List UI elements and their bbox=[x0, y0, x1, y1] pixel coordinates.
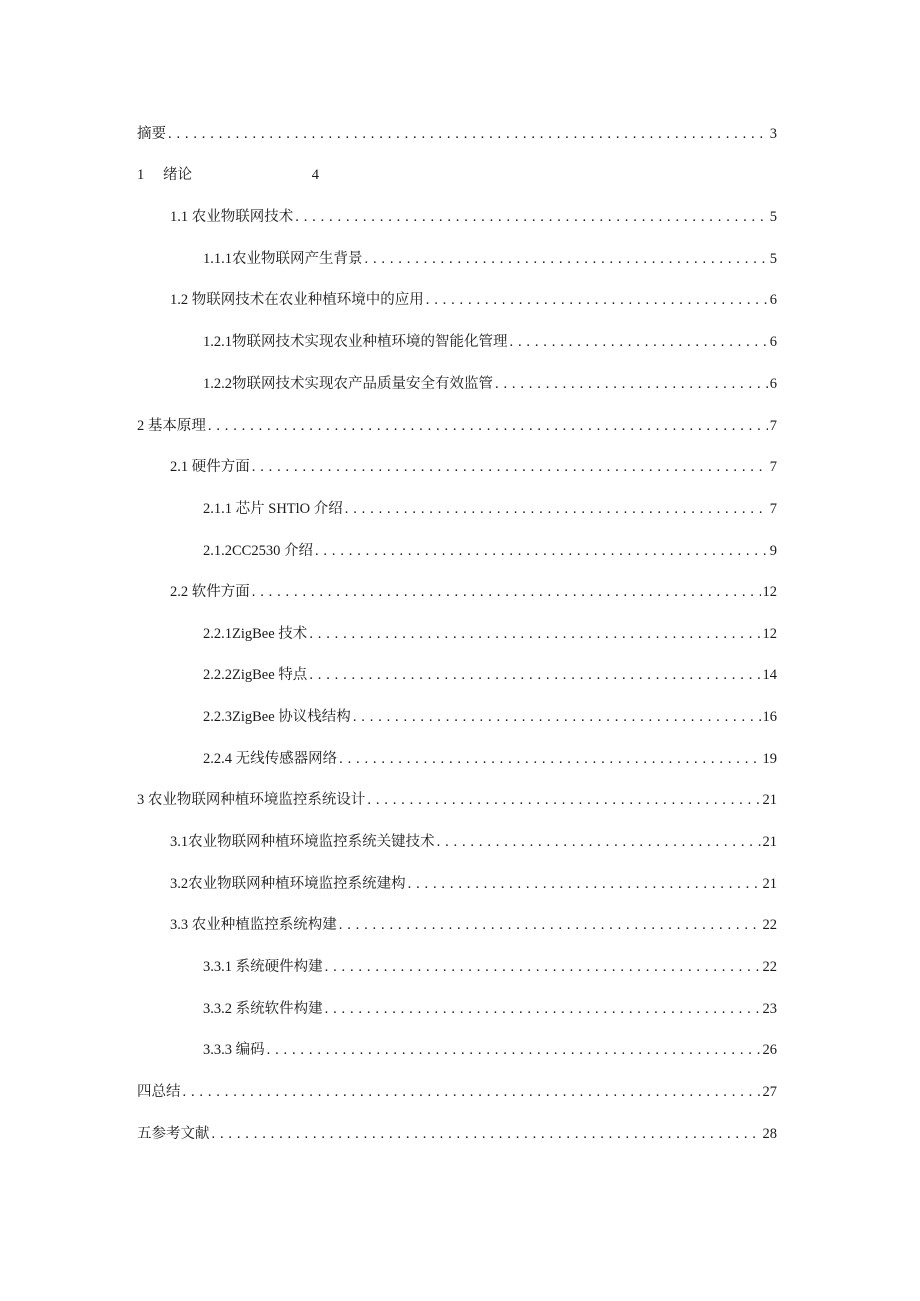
toc-entry-title: 1 农业物联网技术 bbox=[180, 209, 294, 225]
toc-entry-2-1-1[interactable] bbox=[203, 499, 777, 519]
toc-dot-leader bbox=[367, 790, 760, 810]
toc-dot-leader bbox=[339, 915, 761, 935]
toc-page-number: 14 bbox=[762, 667, 777, 683]
toc-dot-leader bbox=[345, 499, 768, 519]
toc-entry-number: 1.1.1 bbox=[203, 251, 232, 267]
toc-entry-number: 1.2.1 bbox=[203, 334, 232, 350]
toc-entry-title: 1.2 物联网技术在农业种植环境中的应用 bbox=[170, 292, 424, 308]
toc-entry-1-1[interactable] bbox=[170, 207, 777, 227]
toc-dot-leader bbox=[208, 416, 768, 436]
toc-entry-title: 2.2.2ZigBee 特点 bbox=[203, 667, 308, 683]
toc-entry-chapter-3[interactable] bbox=[137, 790, 777, 810]
toc-entry-2-2-1[interactable] bbox=[203, 624, 777, 644]
toc-page-number: 5 bbox=[769, 209, 777, 225]
toc-dot-leader bbox=[365, 249, 768, 269]
toc-entry-title: 2.2 软件方面 bbox=[170, 584, 250, 600]
toc-page-number: 7 bbox=[769, 418, 777, 434]
toc-entry-introduction[interactable] bbox=[137, 165, 327, 185]
toc-entry-title: 2.2.3ZigBee 协议栈结构 bbox=[203, 709, 351, 725]
toc-dot-leader bbox=[212, 1124, 761, 1144]
toc-entry-title: 物联网技术实现农业种植环境的智能化管理 bbox=[232, 334, 508, 350]
toc-entry-title: 3.3 农业种植监控系统构建 bbox=[170, 917, 337, 933]
toc-entry-title: 3 农业物联网种植环境监控系统设计 bbox=[137, 792, 366, 808]
toc-page-number: 26 bbox=[762, 1042, 777, 1058]
toc-page-number: 5 bbox=[769, 251, 777, 267]
toc-entry-title: 1 硬件方面 bbox=[180, 459, 250, 475]
toc-entry-number: 3.2 bbox=[170, 876, 189, 892]
toc-entry-title: 绪论 bbox=[163, 167, 192, 183]
toc-entry-1-2[interactable] bbox=[170, 290, 777, 310]
toc-dot-leader bbox=[510, 332, 768, 352]
toc-entry-number: 1. bbox=[170, 209, 181, 225]
toc-entry-number: 1 bbox=[137, 167, 145, 183]
toc-entry-3-3-1[interactable] bbox=[203, 957, 777, 977]
toc-entry-1-1-1[interactable] bbox=[203, 249, 777, 269]
toc-dot-leader bbox=[315, 541, 768, 561]
toc-dot-leader bbox=[183, 1082, 761, 1102]
toc-dot-leader bbox=[325, 999, 761, 1019]
toc-entry-2-2-2[interactable] bbox=[203, 665, 777, 685]
toc-entry-2-1-2[interactable] bbox=[203, 541, 777, 561]
toc-page-number: 27 bbox=[762, 1084, 777, 1100]
toc-dot-leader bbox=[309, 624, 760, 644]
toc-page-number: 4 bbox=[311, 167, 319, 183]
toc-page-number: 22 bbox=[762, 959, 777, 975]
toc-page-number: 6 bbox=[769, 376, 777, 392]
toc-entry-title: 农业物联网种植环境监控系统关键技术 bbox=[188, 834, 435, 850]
toc-entry-title: 农业物联网产生背景 bbox=[232, 251, 363, 267]
toc-page-number: 21 bbox=[762, 834, 777, 850]
toc-entry-references[interactable] bbox=[137, 1124, 777, 1144]
toc-entry-number: 3.1 bbox=[170, 834, 189, 850]
toc-dot-leader bbox=[309, 665, 760, 685]
toc-entry-title: 2.2.1ZigBee 技术 bbox=[203, 626, 308, 642]
toc-entry-title: 五参考文献 bbox=[137, 1126, 210, 1142]
toc-entry-2-2-4[interactable] bbox=[203, 749, 777, 769]
toc-entry-title: 2.2.4 无线传感器网络 bbox=[203, 751, 338, 767]
toc-entry-2-2-3[interactable] bbox=[203, 707, 777, 727]
toc-dot-leader bbox=[353, 707, 761, 727]
toc-entry-3-2[interactable] bbox=[170, 874, 777, 894]
toc-page-number: 21 bbox=[762, 792, 777, 808]
toc-dot-leader bbox=[325, 957, 761, 977]
toc-page-number: 21 bbox=[762, 876, 777, 892]
toc-page-number: 12 bbox=[762, 626, 777, 642]
toc-entry-title: 3.3.3 编码 bbox=[203, 1042, 265, 1058]
toc-dot-leader bbox=[339, 749, 760, 769]
toc-entry-summary[interactable] bbox=[137, 1082, 777, 1102]
toc-dot-leader bbox=[168, 124, 768, 144]
toc-entry-title: 四总结 bbox=[137, 1084, 181, 1100]
toc-entry-1-2-2[interactable] bbox=[203, 374, 777, 394]
toc-dot-leader bbox=[495, 374, 768, 394]
toc-page-number: 9 bbox=[769, 543, 777, 559]
toc-page-number: 7 bbox=[769, 459, 777, 475]
toc-entry-title: 3.3.2 系统软件构建 bbox=[203, 1001, 323, 1017]
toc-page-number: 16 bbox=[762, 709, 777, 725]
toc-entry-title: 2.1.2CC2530 介绍 bbox=[203, 543, 313, 559]
toc-entry-3-3[interactable] bbox=[170, 915, 777, 935]
toc-entry-number: 2. bbox=[170, 459, 181, 475]
toc-dot-leader bbox=[437, 832, 761, 852]
toc-entry-title: 2 基本原理 bbox=[137, 418, 206, 434]
toc-dot-leader bbox=[252, 582, 761, 602]
toc-page-number: 19 bbox=[762, 751, 777, 767]
toc-page-number: 6 bbox=[769, 292, 777, 308]
toc-entry-number: 1.2.2 bbox=[203, 376, 232, 392]
toc-dot-leader bbox=[408, 874, 761, 894]
toc-dot-leader bbox=[426, 290, 768, 310]
toc-entry-title: 2.1.1 芯片 SHTlO 介绍 bbox=[203, 501, 343, 517]
toc-entry-title: 3.3.1 系统硬件构建 bbox=[203, 959, 323, 975]
toc-dot-leader bbox=[295, 207, 768, 227]
toc-entry-title: 物联网技术实现农产品质量安全有效监管 bbox=[232, 376, 493, 392]
toc-dot-leader bbox=[252, 457, 768, 477]
toc-page-number: 22 bbox=[762, 917, 777, 933]
toc-entry-abstract[interactable] bbox=[137, 124, 777, 144]
toc-page-number: 6 bbox=[769, 334, 777, 350]
toc-entry-3-3-3[interactable] bbox=[203, 1040, 777, 1060]
toc-page-number: 23 bbox=[762, 1001, 777, 1017]
toc-page-number: 3 bbox=[769, 126, 777, 142]
toc-entry-title: 摘要 bbox=[137, 126, 166, 142]
toc-entry-chapter-2[interactable] bbox=[137, 416, 777, 436]
toc-entry-title: 农业物联网种植环境监控系统建构 bbox=[188, 876, 406, 892]
toc-page-number: 12 bbox=[762, 584, 777, 600]
toc-page-number: 7 bbox=[769, 501, 777, 517]
toc-entry-2-2[interactable] bbox=[170, 582, 777, 602]
toc-entry-2-1[interactable] bbox=[170, 457, 777, 477]
toc-entry-3-1[interactable] bbox=[170, 832, 777, 852]
toc-dot-leader bbox=[267, 1040, 761, 1060]
toc-entry-3-3-2[interactable] bbox=[203, 999, 777, 1019]
toc-entry-1-2-1[interactable] bbox=[203, 332, 777, 352]
toc-page-number: 28 bbox=[762, 1126, 777, 1142]
